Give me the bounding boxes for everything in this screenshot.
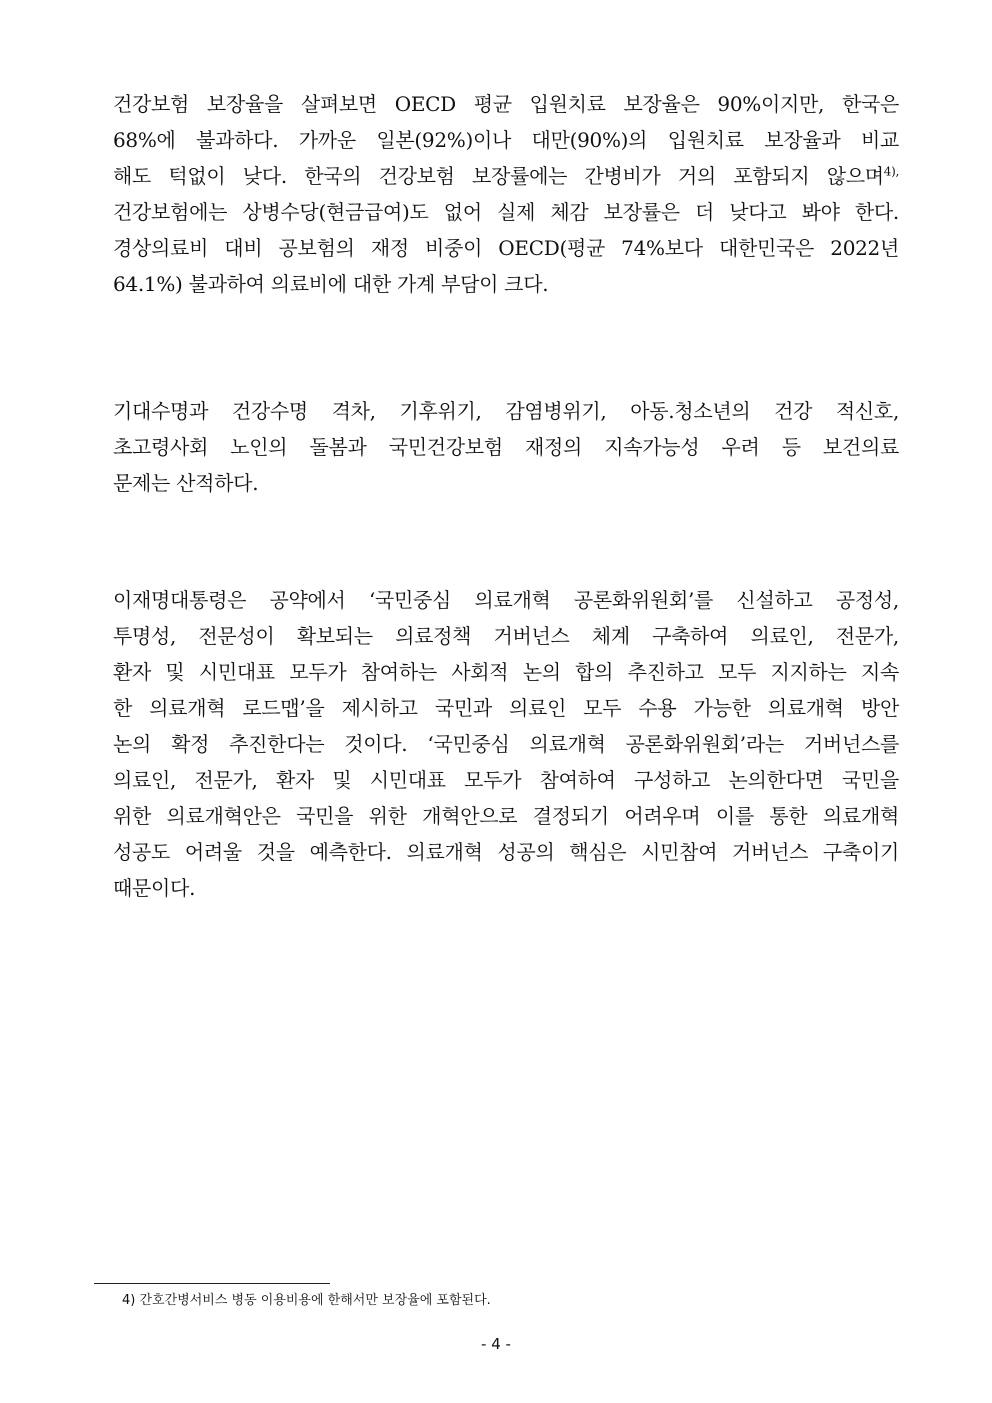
text-line: 환자 및 시민대표 모두가 참여하는 사회적 논의 합의 추진하고 모두 지지하는 지속 (113, 660, 899, 684)
text-line: 위한 의료개혁안은 국민을 위한 개혁안으로 결정되기 어려우며 이를 통한 의료개혁 (113, 804, 899, 828)
paragraph-health-issues (113, 393, 899, 501)
text-line: 건강보험 보장율을 살펴보면 OECD 평균 입원치료 보장율은 90%이지만, 한국은 (113, 92, 899, 116)
text-line: 문제는 산적하다. (113, 471, 259, 495)
text-line: 68%에 불과하다. 가까운 일본(92%)이나 대만(90%)의 입원치료 보장율과 비교 (113, 128, 899, 152)
text-line: 성공도 어려울 것을 예측한다. 의료개혁 성공의 핵심은 시민참여 거버넌스 구축이기 (113, 840, 899, 864)
footnote-divider (94, 1283, 330, 1284)
text-line: 투명성, 전문성이 확보되는 의료정책 거버넌스 체계 구축하여 의료인, 전문가, (113, 624, 899, 648)
text-line: 이재명대통령은 공약에서 ‘국민중심 의료개혁 공론화위원회’를 신설하고 공정성, (113, 588, 899, 612)
text-line: 건강보험에는 상병수당(현금급여)도 없어 실제 체감 보장률은 더 낮다고 봐야 한다. (113, 200, 899, 224)
text-line: 기대수명과 건강수명 격차, 기후위기, 감염병위기, 아동.청소년의 건강 적신호, (113, 399, 899, 423)
text-line: 때문이다. (113, 876, 196, 900)
text-line: 한 의료개혁 로드맵’을 제시하고 국민과 의료인 모두 수용 가능한 의료개혁 방안 (113, 696, 899, 720)
text-line-content: 해도 턱없이 낮다. 한국의 건강보험 보장률에는 간병비가 거의 포함되지 않으며 (113, 164, 884, 188)
paragraph-insurance-coverage (113, 86, 899, 302)
page-number: - 4 - (481, 1335, 511, 1353)
text-line: 의료인, 전문가, 환자 및 시민대표 모두가 참여하여 구성하고 논의한다면 국민을 (113, 768, 899, 792)
text-line-with-footnote (113, 158, 899, 194)
paragraph-reform-governance (113, 582, 899, 906)
footnote-text: 4) 간호간병서비스 병동 이용비용에 한해서만 보장율에 포함된다. (122, 1293, 491, 1308)
text-line: 논의 확정 추진한다는 것이다. ‘국민중심 의료개혁 공론화위원회’라는 거버넌스를 (113, 732, 899, 756)
text-line: 64.1%) 불과하여 의료비에 대한 가계 부담이 크다. (113, 272, 549, 296)
footnote-reference[interactable]: 4), (883, 164, 899, 179)
text-line: 경상의료비 대비 공보험의 재정 비중이 OECD(평균 74%보다 대한민국은 2022년 (113, 236, 899, 260)
text-line: 초고령사회 노인의 돌봄과 국민건강보험 재정의 지속가능성 우려 등 보건의료 (113, 435, 899, 459)
